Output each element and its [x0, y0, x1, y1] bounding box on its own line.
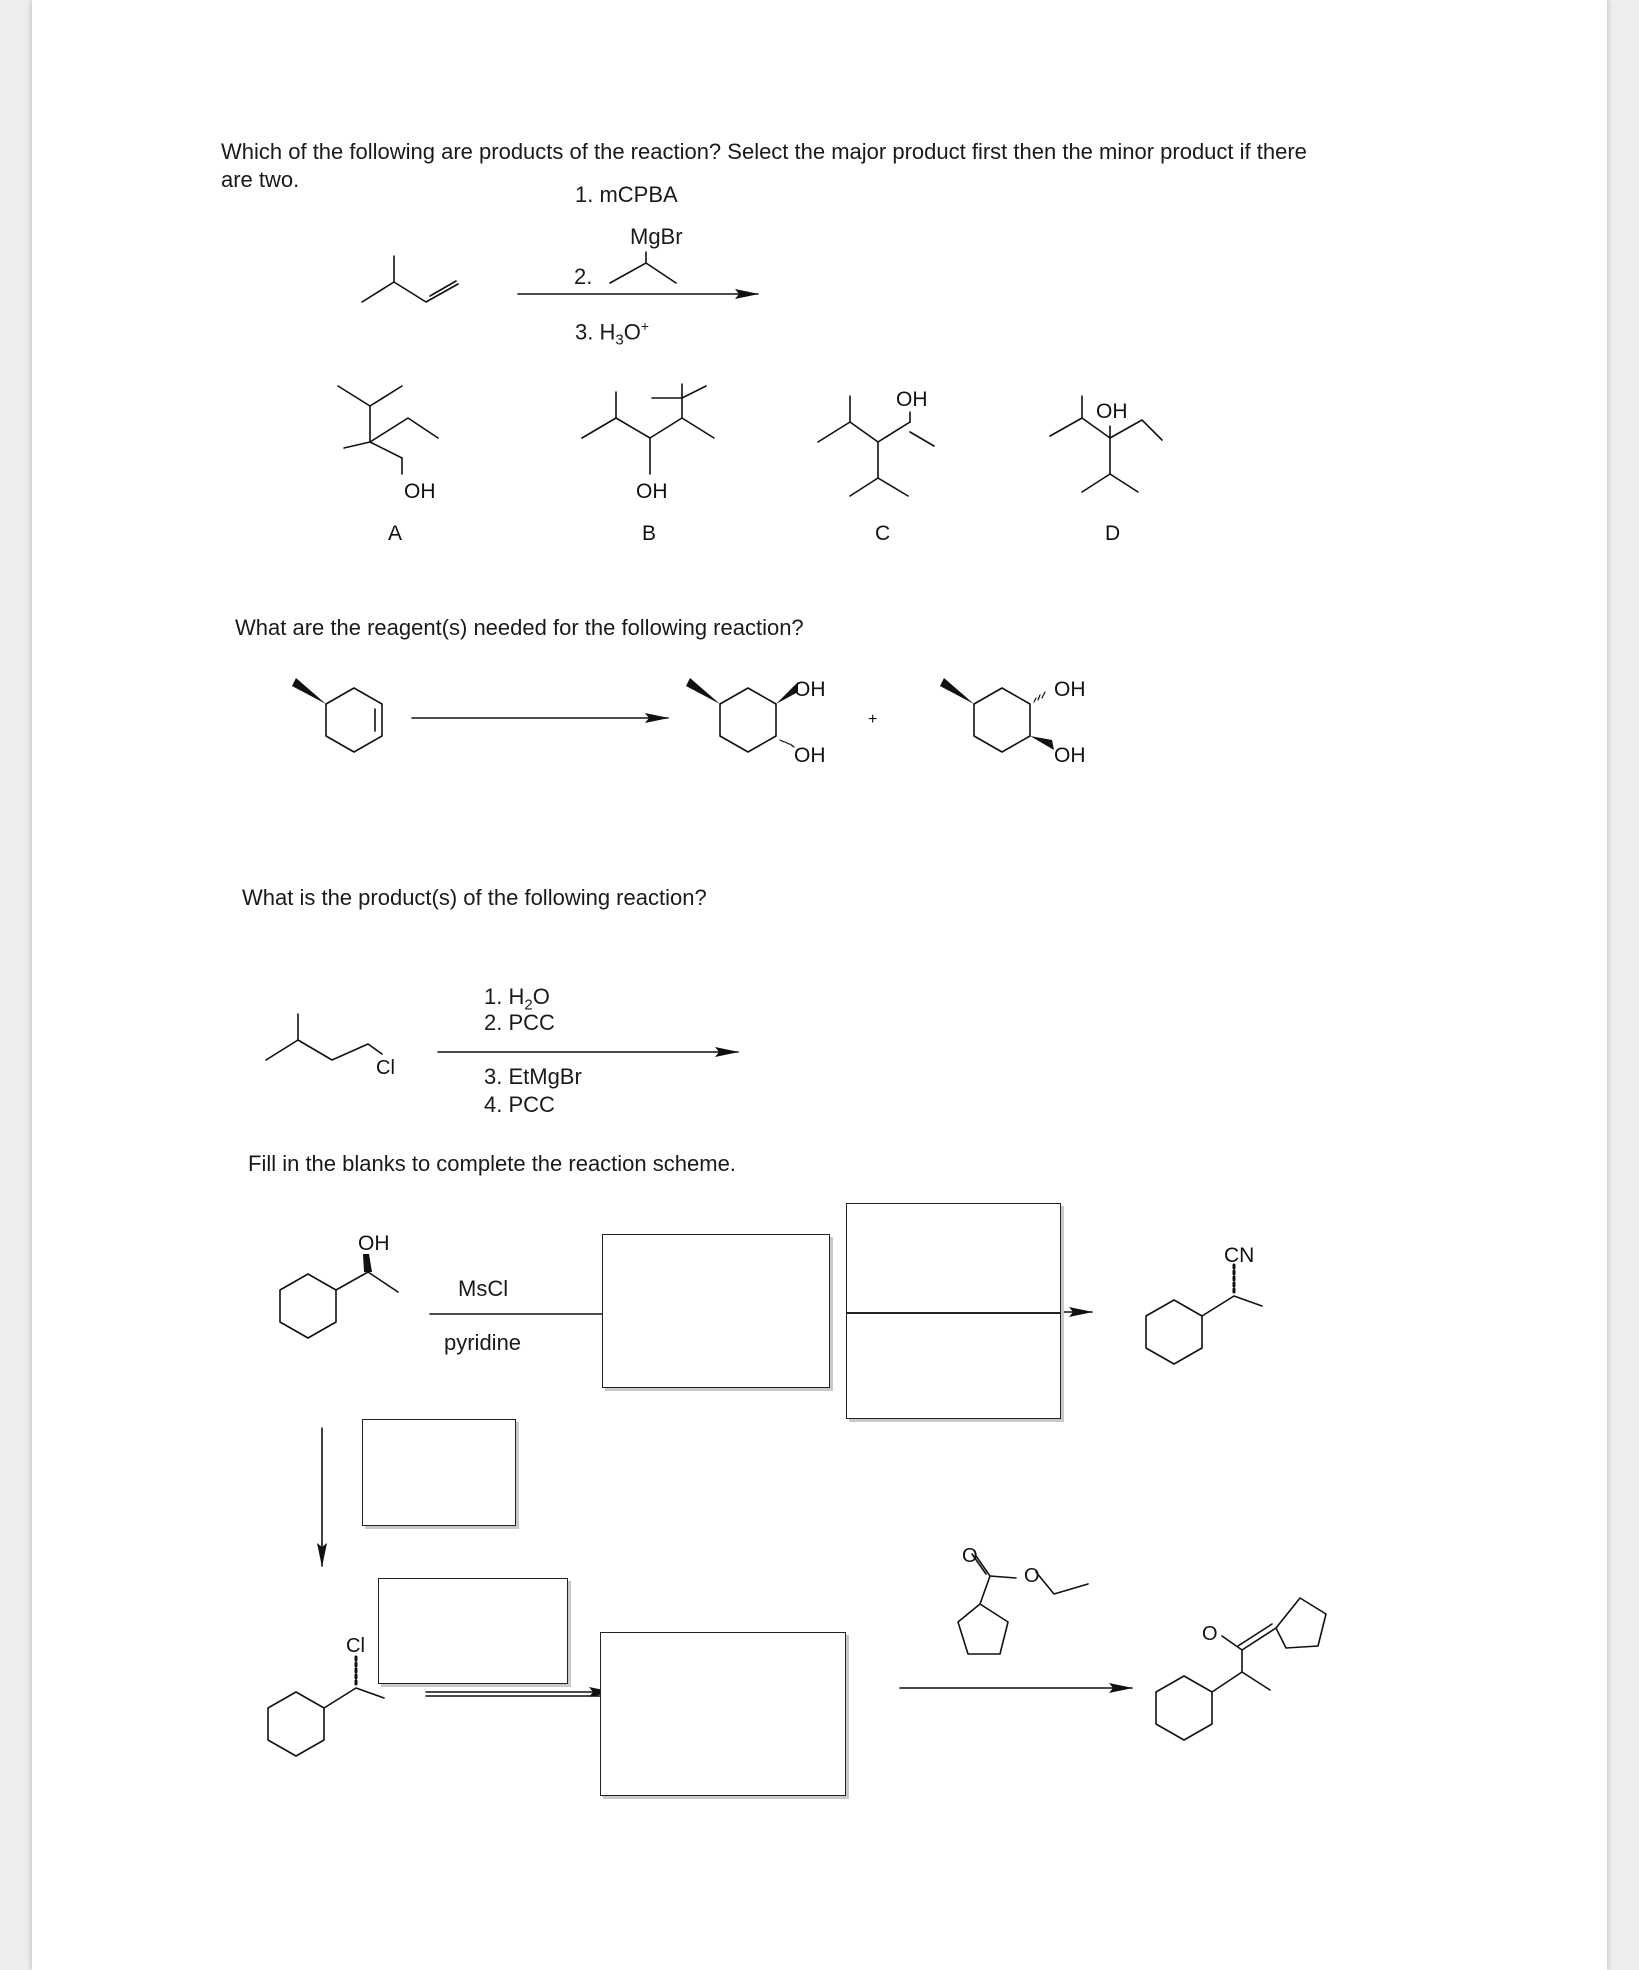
q2-oh-4: OH: [1054, 744, 1086, 767]
q4-question: Fill in the blanks to complete the reaction scheme.: [248, 1151, 736, 1176]
choice-b-structure: [582, 384, 714, 474]
worksheet-page: [32, 0, 1607, 1970]
q4-arrow-double: [426, 1692, 612, 1696]
q4-oh-label: OH: [358, 1232, 390, 1255]
q4-cn-label: CN: [1224, 1244, 1255, 1267]
q4-ester-o-1: O: [962, 1545, 978, 1567]
choice-d-letter: D: [1105, 522, 1121, 545]
q4-alcohol-start: [280, 1254, 398, 1338]
blank-box-vertical-reagent[interactable]: [362, 1419, 516, 1526]
q2-starting-material: [292, 678, 382, 752]
choice-a-letter: A: [388, 522, 403, 545]
q4-ketone-product: [1156, 1598, 1326, 1740]
blank-box-reagent-lower[interactable]: [378, 1578, 568, 1684]
choice-b-oh: OH: [636, 480, 668, 503]
choice-c-structure: [818, 396, 934, 496]
q1-question: Which of the following are products of the reaction? Select the major product first then the minor product if there are two.: [221, 139, 1307, 192]
q3-step3: 3. EtMgBr: [484, 1064, 582, 1089]
blank-box-reagent-bottom[interactable]: [846, 1313, 1061, 1419]
q2-product-1: [686, 678, 798, 752]
choice-a-oh: OH: [404, 480, 436, 503]
q3-step2: 2. PCC: [484, 1010, 555, 1035]
q3-step1: 1. $H_2O$: [484, 984, 550, 1014]
q4-reagent-pyridine: pyridine: [444, 1330, 522, 1355]
q4-ketone-o: O: [1202, 1623, 1218, 1645]
q2-oh-3: OH: [1054, 678, 1086, 701]
q2-product-2: [940, 678, 1054, 752]
q4-chloride: [268, 1656, 384, 1756]
q3-step4: 4. PCC: [484, 1092, 555, 1117]
q4-nitrile-product: [1146, 1264, 1262, 1364]
choice-c-oh: OH: [896, 388, 928, 411]
q3-cl-label: Cl: [376, 1057, 395, 1079]
q4-cl-label: Cl: [346, 1635, 365, 1657]
q2-oh-2: OH: [794, 744, 826, 767]
q2-oh-1: OH: [794, 678, 826, 701]
q1-reagent-mgbr: MgBr: [630, 224, 683, 249]
choice-c-letter: C: [875, 522, 891, 545]
blank-box-reagent-top[interactable]: [846, 1203, 1061, 1313]
q4-ester-reagent: [958, 1554, 1088, 1654]
q3-starting-halide: [266, 1014, 382, 1060]
choice-b-letter: B: [642, 522, 657, 545]
choice-d-oh: OH: [1096, 400, 1128, 423]
q1-step1: 1. mCPBA: [575, 182, 678, 207]
q1-step2: 2.: [574, 264, 593, 289]
q1-grignard-fragment: [610, 252, 676, 283]
q4-ester-o-2: O: [1024, 1565, 1040, 1587]
q4-reagent-mscl: MsCl: [458, 1276, 509, 1301]
q1-starting-alkene: [362, 256, 458, 302]
blank-box-product-2[interactable]: [600, 1632, 846, 1796]
q2-plus: +: [868, 711, 878, 728]
choice-a-structure: [338, 386, 438, 474]
q2-question: What are the reagent(s) needed for the following reaction?: [235, 615, 804, 640]
q3-question: What is the product(s) of the following reaction?: [242, 885, 707, 910]
blank-box-product-1[interactable]: [602, 1234, 830, 1388]
q1-step3: 3. $H_3O^+$: [575, 318, 650, 349]
